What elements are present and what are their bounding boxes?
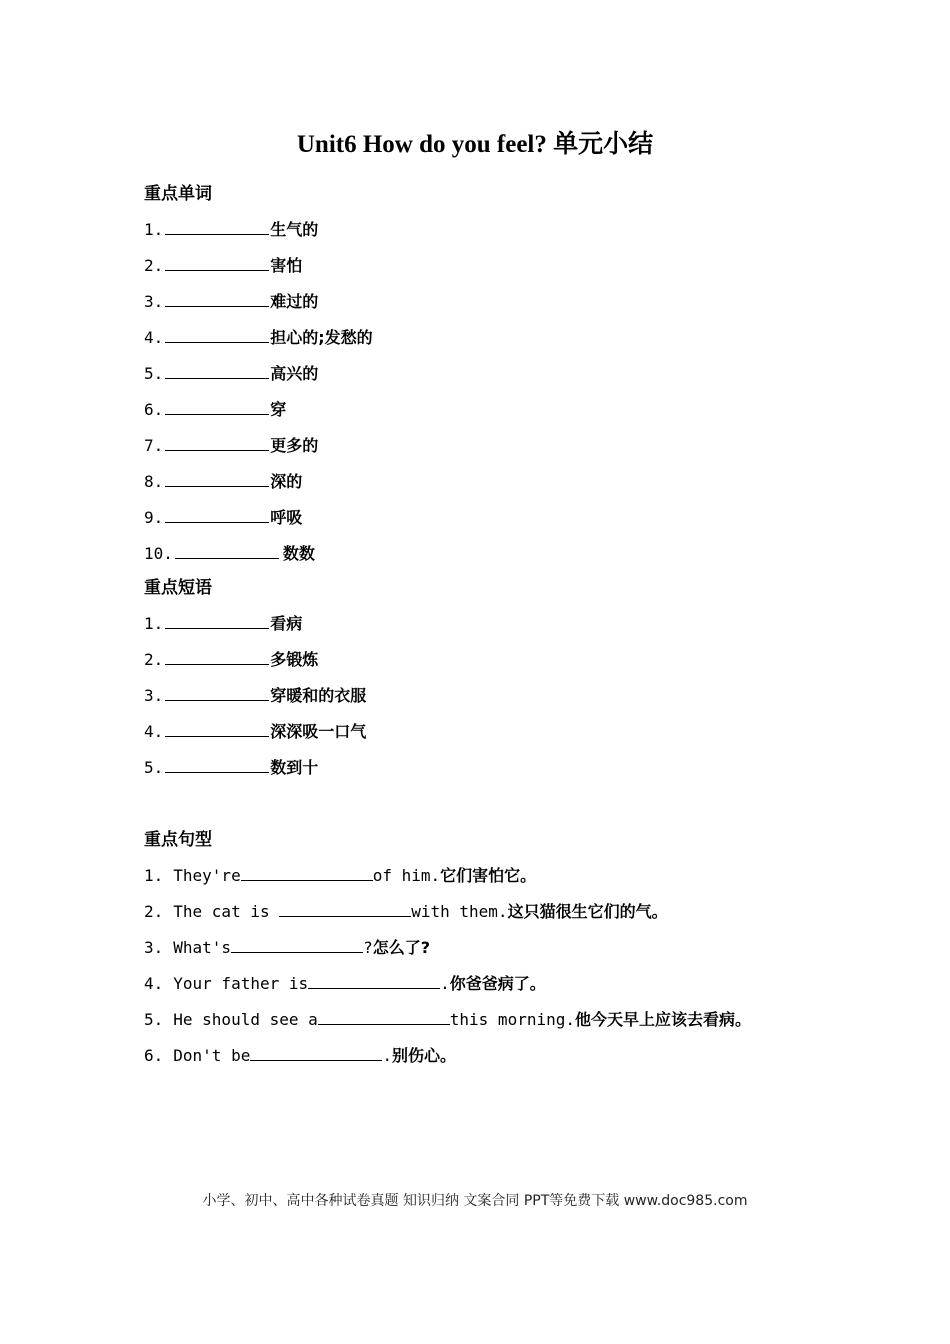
answer-blank[interactable] [165, 608, 269, 629]
sentence-start: The cat is [173, 902, 280, 921]
key-phrases-section [144, 570, 366, 786]
word-meaning: 害怕 [270, 256, 303, 275]
sentence-translation: 别伤心。 [391, 1046, 456, 1065]
sentence-end: of him. [372, 866, 441, 885]
word-meaning: 呼吸 [270, 508, 303, 527]
answer-blank[interactable] [308, 968, 440, 989]
word-row [144, 536, 373, 572]
word-row [144, 500, 373, 536]
item-number: 1. [144, 866, 164, 885]
item-number: 3. [144, 938, 164, 957]
answer-blank[interactable] [318, 1004, 450, 1025]
item-number: 2. [144, 902, 164, 921]
sentence-translation: 你爸爸病了。 [449, 974, 546, 993]
key-sentences-heading: 重点句型 [144, 830, 212, 850]
sentence-end: . [440, 974, 450, 993]
sentence-translation: 他今天早上应该去看病。 [575, 1010, 752, 1029]
word-row [144, 356, 373, 392]
sentence-start: He should see a [173, 1010, 318, 1029]
item-number: 4. [144, 328, 164, 347]
answer-blank[interactable] [165, 358, 269, 379]
item-number: 10. [144, 544, 173, 563]
item-number: 3. [144, 686, 164, 705]
answer-blank[interactable] [165, 430, 269, 451]
phrase-meaning: 看病 [270, 614, 303, 633]
sentence-start: Your father is [173, 974, 309, 993]
sentence-start: They're [173, 866, 241, 885]
sentence-end: with them. [411, 902, 508, 921]
key-words-heading: 重点单词 [144, 184, 212, 204]
sentence-start: Don't be [173, 1046, 251, 1065]
sentence-row [144, 1038, 751, 1074]
word-row [144, 212, 373, 248]
word-row [144, 320, 373, 356]
sentence-translation: 它们害怕它。 [440, 866, 537, 885]
item-number: 6. [144, 400, 164, 419]
word-meaning: 深的 [270, 472, 303, 491]
item-number: 1. [144, 220, 164, 239]
key-sentences-section [144, 822, 751, 1074]
phrase-meaning: 深深吸一口气 [270, 722, 367, 741]
answer-blank[interactable] [279, 896, 411, 917]
item-number: 8. [144, 472, 164, 491]
answer-blank[interactable] [231, 932, 363, 953]
item-number: 5. [144, 758, 164, 777]
page-title: Unit6 How do you feel? 单元小结 [296, 131, 654, 158]
phrase-meaning: 穿暖和的衣服 [270, 686, 367, 705]
answer-blank[interactable] [165, 322, 269, 343]
sentence-end: . [382, 1046, 392, 1065]
sentence-translation: 怎么了? [372, 938, 430, 957]
word-row [144, 284, 373, 320]
phrase-meaning: 数到十 [270, 758, 319, 777]
phrase-meaning: 多锻炼 [270, 650, 319, 669]
item-number: 3. [144, 292, 164, 311]
word-meaning: 生气的 [270, 220, 319, 239]
item-number: 5. [144, 1010, 164, 1029]
item-number: 9. [144, 508, 164, 527]
phrase-row [144, 678, 366, 714]
word-row [144, 428, 373, 464]
phrase-row [144, 606, 366, 642]
sentence-row [144, 894, 751, 930]
answer-blank[interactable] [165, 466, 269, 487]
word-meaning: 数数 [282, 544, 315, 563]
item-number: 1. [144, 614, 164, 633]
item-number: 2. [144, 256, 164, 275]
phrase-row [144, 642, 366, 678]
sentence-end: this morning. [449, 1010, 575, 1029]
sentence-row [144, 930, 751, 966]
answer-blank[interactable] [165, 214, 269, 235]
page-footer: 小学、初中、高中各种试卷真题 知识归纳 文案合同 PPT等免费下载 www.doc985.com [202, 1193, 748, 1209]
word-meaning: 更多的 [270, 436, 319, 455]
answer-blank[interactable] [165, 752, 269, 773]
word-row [144, 392, 373, 428]
item-number: 2. [144, 650, 164, 669]
key-words-section [144, 176, 373, 572]
word-meaning: 穿 [270, 400, 287, 419]
sentence-row [144, 1002, 751, 1038]
phrase-row [144, 714, 366, 750]
item-number: 5. [144, 364, 164, 383]
sentence-row [144, 966, 751, 1002]
answer-blank[interactable] [165, 644, 269, 665]
word-meaning: 担心的;发愁的 [270, 328, 373, 347]
word-meaning: 高兴的 [270, 364, 319, 383]
answer-blank[interactable] [241, 860, 373, 881]
word-row [144, 464, 373, 500]
item-number: 4. [144, 722, 164, 741]
phrase-row [144, 750, 366, 786]
answer-blank[interactable] [250, 1040, 382, 1061]
item-number: 6. [144, 1046, 164, 1065]
answer-blank[interactable] [165, 716, 269, 737]
answer-blank[interactable] [165, 502, 269, 523]
answer-blank[interactable] [175, 538, 279, 559]
answer-blank[interactable] [165, 394, 269, 415]
word-row [144, 248, 373, 284]
item-number: 7. [144, 436, 164, 455]
sentence-end: ? [363, 938, 373, 957]
answer-blank[interactable] [165, 286, 269, 307]
sentence-translation: 这只猫很生它们的气。 [507, 902, 668, 921]
answer-blank[interactable] [165, 680, 269, 701]
word-meaning: 难过的 [270, 292, 319, 311]
answer-blank[interactable] [165, 250, 269, 271]
sentence-row [144, 858, 751, 894]
sentence-start: What's [173, 938, 232, 957]
key-phrases-heading: 重点短语 [144, 578, 212, 598]
item-number: 4. [144, 974, 164, 993]
